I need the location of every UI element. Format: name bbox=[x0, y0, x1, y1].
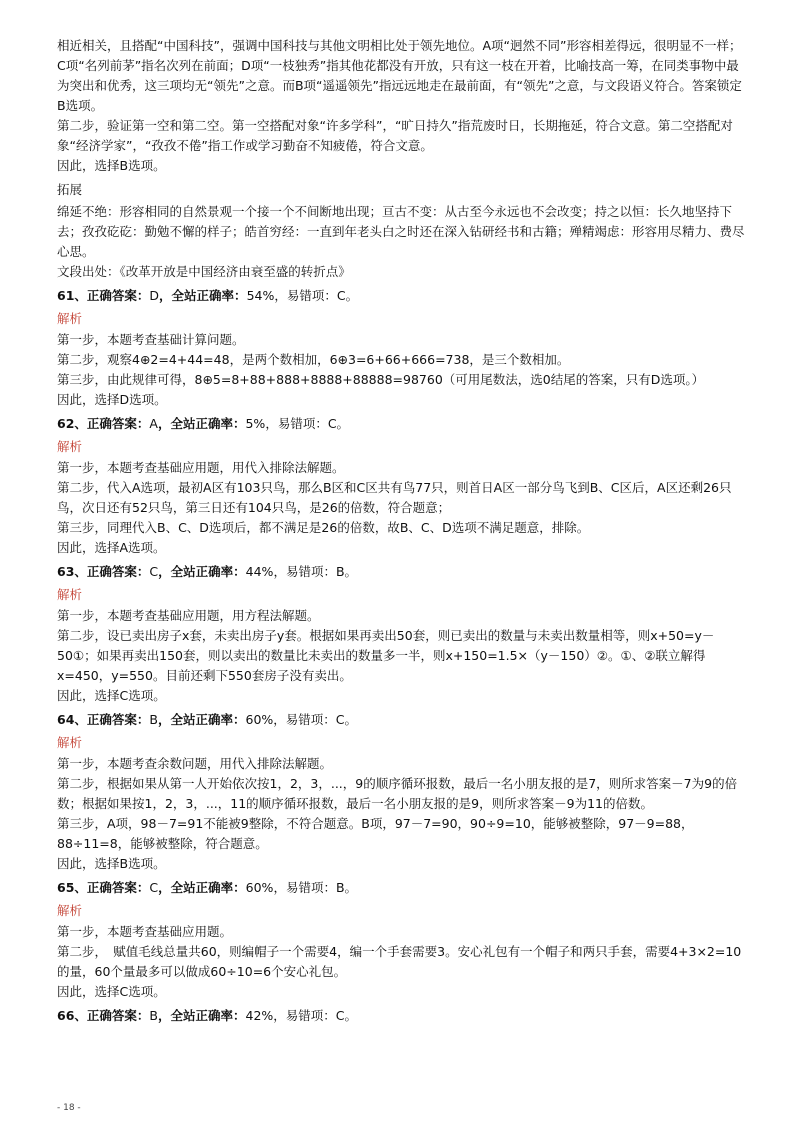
answer-prefix: 61、正确答案： bbox=[57, 288, 150, 303]
rate-label: ，全站正确率： bbox=[157, 416, 246, 431]
answer-prefix: 64、正确答案： bbox=[57, 712, 150, 727]
intro-paragraph-3: 因此，选择B选项。 bbox=[57, 158, 166, 173]
analysis-step: 第一步，本题考查基础应用题，用方程法解题。 bbox=[57, 608, 320, 623]
analysis-step: 第三步，由此规律可得，8⊕5=8+88+888+8888+88888=98760（可用尾数法，选0结尾的答案，只有D选项。） bbox=[57, 372, 705, 387]
analysis-step: 第一步，本题考查余数问题，用代入排除法解题。 bbox=[57, 756, 333, 771]
analysis-conclusion: 因此，选择B选项。 bbox=[57, 856, 166, 871]
extension-source: 文段出处：《改革开放是中国经济由衰至盛的转折点》 bbox=[57, 264, 351, 279]
analysis-step: 第二步，设已卖出房子x套，未卖出房子y套。根据如果再卖出50套，则已卖出的数量与未卖出数量相等，则x+50=y－50①；如果再卖出150套，则以卖出的数量比未卖出的数量多一半，则x+150=1.5×（y－150）②。①、②联立解得x=450，y=550。目前还剩下550套房子没有卖出。 bbox=[57, 628, 715, 683]
analysis-step: 第二步，观察4⊕2=4+44=48，是两个数相加，6⊕3=6+66+666=738，是三个数相加。 bbox=[57, 352, 570, 367]
analysis-step: 第一步，本题考查基础计算问题。 bbox=[57, 332, 245, 347]
analysis-heading: 解析 bbox=[57, 439, 83, 454]
extension-idioms: 绵延不绝：形容相同的自然景观一个接一个不间断地出现；亘古不变：从古至今永远也不会改变；持之以恒：长久地坚持下去；孜孜矻矻：勤勉不懈的样子；皓首穷经：一直到年老头白之时还在深入钻研经书和古籍；殚精竭虑：形容用尽精力、费尽心思。 bbox=[57, 204, 745, 259]
answer-prefix: 66、正确答案： bbox=[57, 1008, 150, 1023]
analysis-heading: 解析 bbox=[57, 311, 83, 326]
answer-value: A bbox=[149, 416, 158, 431]
analysis-heading: 解析 bbox=[57, 587, 83, 602]
rate-value: 54% bbox=[246, 288, 275, 303]
wrong-option: ，易错项：C。 bbox=[265, 416, 350, 431]
answer-line-62 bbox=[57, 414, 747, 434]
analysis-step: 第三步，同理代入B、C、D选项后，都不满足是26的倍数，故B、C、D选项不满足题意，排除。 bbox=[57, 520, 590, 535]
extension-heading: 拓展 bbox=[57, 182, 83, 197]
rate-label: ，全站正确率： bbox=[159, 288, 247, 303]
answer-value: D bbox=[149, 288, 160, 303]
rate-value: 44% bbox=[245, 564, 274, 579]
rate-value: 60% bbox=[245, 880, 274, 895]
analysis-step: 第二步，根据如果从第一人开始依次按1，2，3，...，9的顺序循环报数，最后一名小朋友报的是7，则所求答案－7为9的倍数；根据如果按1，2，3，...，11的顺序循环报数，最后一名小朋友报的是9，则所求答案－9为11的倍数。 bbox=[57, 776, 738, 811]
wrong-option: ，易错项：C。 bbox=[273, 712, 358, 727]
answer-line-65 bbox=[57, 878, 747, 898]
analysis-step: 第二步，代入A选项，最初A区有103只鸟，那么B区和C区共有鸟77只，则首日A区一部分鸟飞到B、C区后，A区还剩26只鸟，次日还有52只鸟，第三日还有104只鸟，是26的倍数，符合题意； bbox=[57, 480, 732, 515]
analysis-step: 第一步，本题考查基础应用题，用代入排除法解题。 bbox=[57, 460, 345, 475]
rate-value: 42% bbox=[245, 1008, 274, 1023]
rate-value: 5% bbox=[245, 416, 266, 431]
rate-label: ，全站正确率： bbox=[158, 564, 246, 579]
rate-value: 60% bbox=[245, 712, 274, 727]
answer-value: C bbox=[149, 880, 159, 895]
intro-paragraph-1: 相近相关，且搭配“中国科技”，强调中国科技与其他文明相比处于领先地位。A项“迥然不同”形容相差得远，很明显不一样；C项“名列前茅”指名次列在前面；D项“一枝独秀”指其他花都没有开放，只有这一枝在开着，比喻技高一筹，在同类事物中最为突出和优秀，这三项均无“领先”之意。而B项“遥遥领先”指远远地走在最前面，有“领先”之意，与文段语义符合。答案锁定B选项。 bbox=[57, 38, 742, 113]
wrong-option: ，易错项：B。 bbox=[273, 880, 358, 895]
analysis-heading: 解析 bbox=[57, 735, 83, 750]
answer-line-63 bbox=[57, 562, 747, 582]
answer-line-64 bbox=[57, 710, 747, 730]
analysis-conclusion: 因此，选择A选项。 bbox=[57, 540, 166, 555]
rate-label: ，全站正确率： bbox=[157, 1008, 246, 1023]
analysis-conclusion: 因此，选择C选项。 bbox=[57, 984, 166, 999]
rate-label: ，全站正确率： bbox=[158, 880, 246, 895]
document-page bbox=[57, 36, 747, 1026]
answer-value: B bbox=[149, 712, 158, 727]
wrong-option: ，易错项：B。 bbox=[273, 564, 358, 579]
analysis-conclusion: 因此，选择D选项。 bbox=[57, 392, 167, 407]
wrong-option: ，易错项：C。 bbox=[273, 1008, 358, 1023]
answer-value: C bbox=[149, 564, 159, 579]
analysis-heading: 解析 bbox=[57, 903, 83, 918]
answer-line-61 bbox=[57, 286, 747, 306]
answer-prefix: 65、正确答案： bbox=[57, 880, 150, 895]
answer-line-66 bbox=[57, 1006, 747, 1026]
answer-prefix: 63、正确答案： bbox=[57, 564, 150, 579]
page-number: - 18 - bbox=[57, 1103, 81, 1113]
intro-paragraph-2: 第二步，验证第一空和第二空。第一空搭配对象“许多学科”，“旷日持久”指荒废时日，长期拖延，符合文意。第二空搭配对象“经济学家”，“孜孜不倦”指工作或学习勤奋不知疲倦，符合文意。 bbox=[57, 118, 733, 153]
answer-value: B bbox=[149, 1008, 158, 1023]
rate-label: ，全站正确率： bbox=[157, 712, 246, 727]
analysis-step: 第二步， 赋值毛线总量共60，则编帽子一个需要4，编一个手套需要3。安心礼包有一个帽子和两只手套，需要4+3×2=10的量，60个量最多可以做成60÷10=6个安心礼包。 bbox=[57, 944, 742, 979]
analysis-conclusion: 因此，选择C选项。 bbox=[57, 688, 166, 703]
analysis-step: 第一步，本题考查基础应用题。 bbox=[57, 924, 233, 939]
answer-prefix: 62、正确答案： bbox=[57, 416, 150, 431]
extension-block bbox=[57, 202, 747, 282]
wrong-option: ，易错项：C。 bbox=[274, 288, 359, 303]
analysis-step: 第三步，A项，98－7=91不能被9整除，不符合题意。B项，97－7=90，90÷9=10，能够被整除，97－9=88，88÷11=8，能够被整除，符合题意。 bbox=[57, 816, 694, 851]
